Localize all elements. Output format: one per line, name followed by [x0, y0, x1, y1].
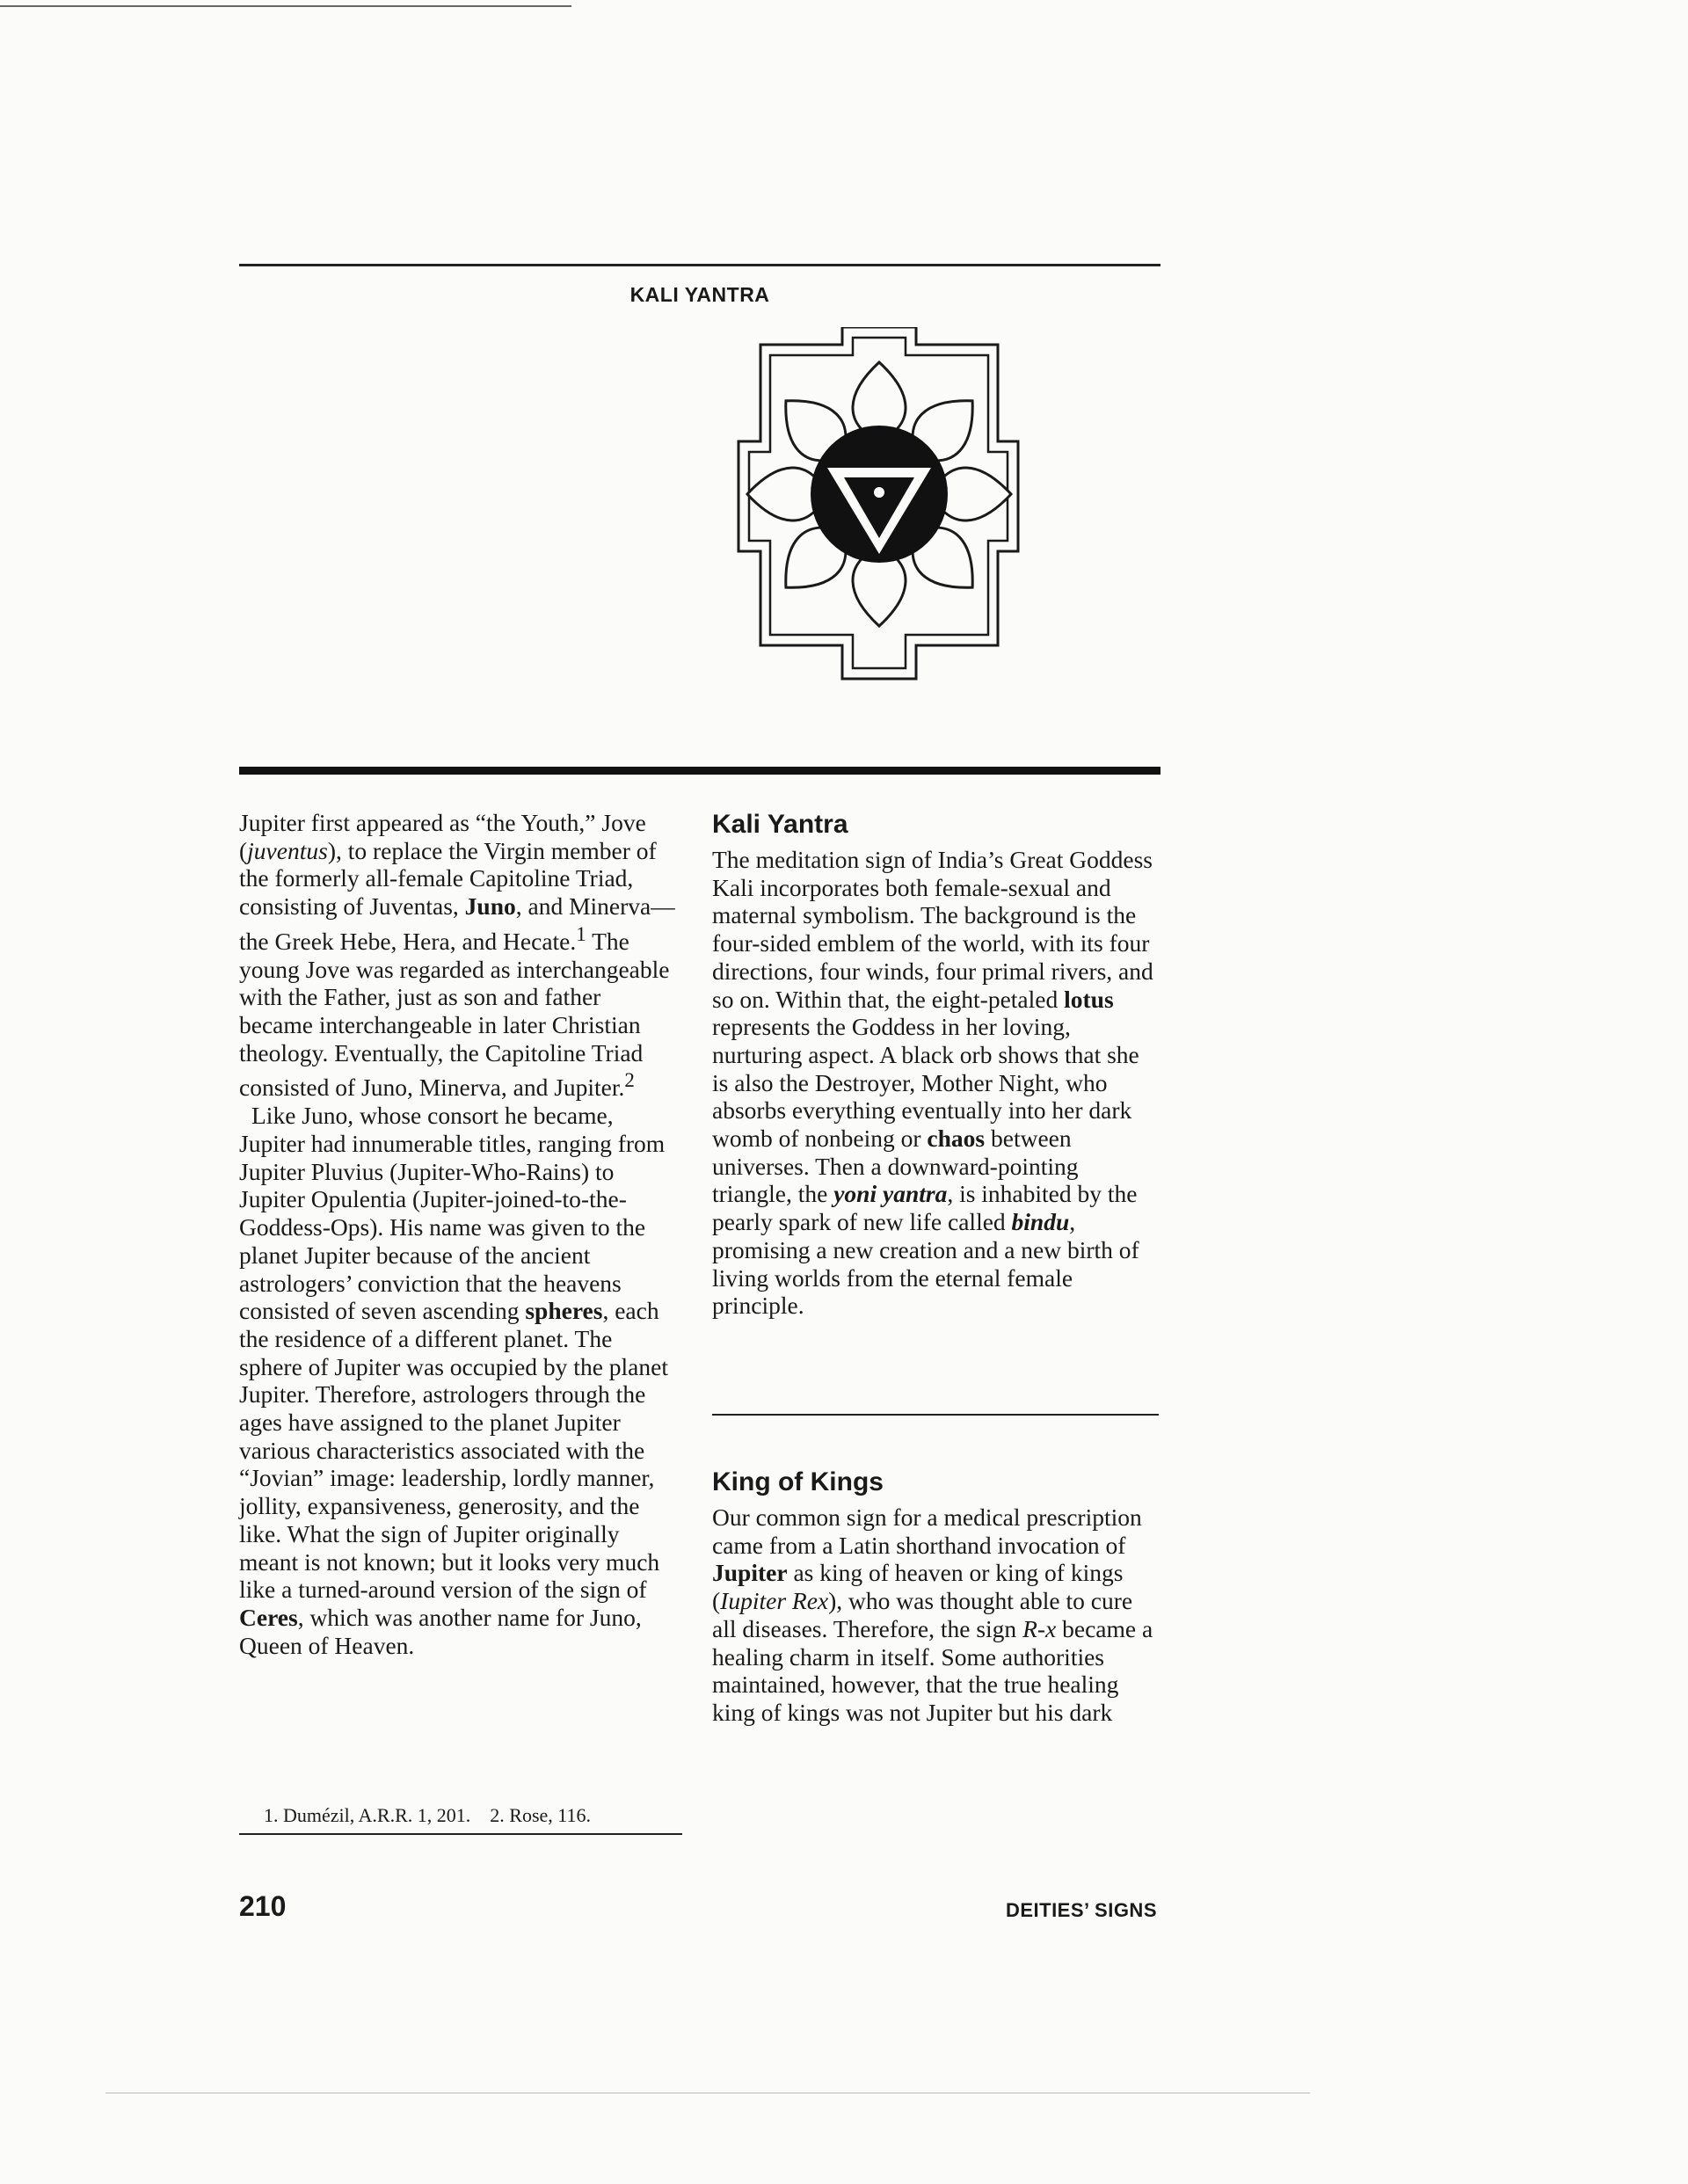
entry-body: Our common sign for a medical prescription came from a Latin shorthand invocation of Jupiter as king of heaven or king of kings (Iupiter Rex), who was thought able to cure all diseases. Therefore, the sign R-x became a healing charm in itself. Some authorities maintained, however, that the true healing king of kings was not Jupiter but his dark: [712, 1503, 1153, 1726]
footnote-rule: [239, 1833, 682, 1835]
cross-ref-yoni-yantra: yoni yantra: [833, 1180, 948, 1208]
running-footer: DEITIES’ SIGNS: [1005, 1899, 1157, 1921]
cross-ref-lotus: lotus: [1064, 985, 1114, 1013]
footnote-marker: 1: [576, 922, 586, 945]
footnotes: [264, 1804, 591, 1827]
scan-edge-line: [0, 5, 571, 7]
left-column: [239, 809, 679, 1659]
cross-ref-jupiter: Jupiter: [712, 1559, 788, 1587]
entry-body: The meditation sign of India’s Great Goddess Kali incorporates both female-sexual and maternal symbolism. The background is the four-sided emblem of the world, with its four directions, four winds, four primal rivers, and so on. Within that, the eight-petaled lotus represents the Goddess in her loving, nurturing aspect. A black orb shows that she is also the Destroyer, Mother Night, who absorbs everything eventually into her dark womb of nonbeing or chaos between universes. Then a downward-pointing triangle, the yoni yantra, is inhabited by the pearly spark of new life called bindu, promising a new creation and a new birth of living worlds from the eternal female principle.: [712, 846, 1153, 1320]
kali-yantra-icon: [721, 327, 1037, 681]
bhupura-outline: [721, 327, 791, 334]
entry-rule: [712, 1414, 1159, 1416]
cross-ref-chaos: chaos: [927, 1125, 986, 1153]
entry-heading: King of Kings: [712, 1467, 884, 1496]
footnote-1: 1. Dumézil, A.R.R. 1, 201.: [264, 1804, 471, 1826]
entry-kali-yantra: [712, 809, 1160, 1320]
paragraph-jupiter-titles: Like Juno, whose consort he became, Jupiter had innumerable titles, ranging from Jupiter Pluvius (Jupiter-Who-Rains) to Jupiter Opulentia (Jupiter-joined-to-the-Goddess-Ops). His name was given to the planet Jupiter because of the ancient astrologers’ conviction that the heavens consisted of seven ascending spheres, each the residence of a different planet. The sphere of Jupiter was occupied by the planet Jupiter. Therefore, astrologers through the ages have assigned to the planet Jupiter various characteristics associated with the “Jovian” image: leadership, lordly manner, jollity, expansiveness, generosity, and the like. What the sign of Jupiter originally meant is not known; but it looks very much like a turned-around version of the sign of Ceres, which was another name for Juno, Queen of Heaven.: [239, 1102, 668, 1659]
paragraph-jupiter-youth: Jupiter first appeared as “the Youth,” Jove (juventus), to replace the Virgin member of the formerly all-female Capitoline Triad, consisting of Juventas, Juno, and Minerva—the Greek Hebe, Hera, and Hecate.$^1$ The young Jove was regarded as interchangeable with the Father, just as son and father became interchangeable in later Christian theology. Eventually, the Capitoline Triad consisted of Juno, Minerva, and Jupiter.$^2$: [239, 809, 675, 1102]
page-number: 210: [239, 1890, 287, 1922]
footnote-marker: 2: [624, 1069, 635, 1092]
cross-ref-ceres: Ceres: [239, 1604, 298, 1631]
cross-ref-juno: Juno: [464, 892, 516, 921]
entry-king-of-kings: [712, 1467, 1160, 1727]
section-rule: [239, 767, 1160, 775]
cross-ref-bindu: bindu: [1011, 1208, 1070, 1236]
figure-caption: KALI YANTRA: [629, 283, 770, 306]
header-rule: [239, 264, 1160, 266]
bindu: [874, 487, 884, 498]
cross-ref-spheres: spheres: [525, 1297, 603, 1325]
footnote-2: 2. Rose, 116.: [490, 1804, 591, 1826]
entry-heading: Kali Yantra: [712, 810, 848, 839]
